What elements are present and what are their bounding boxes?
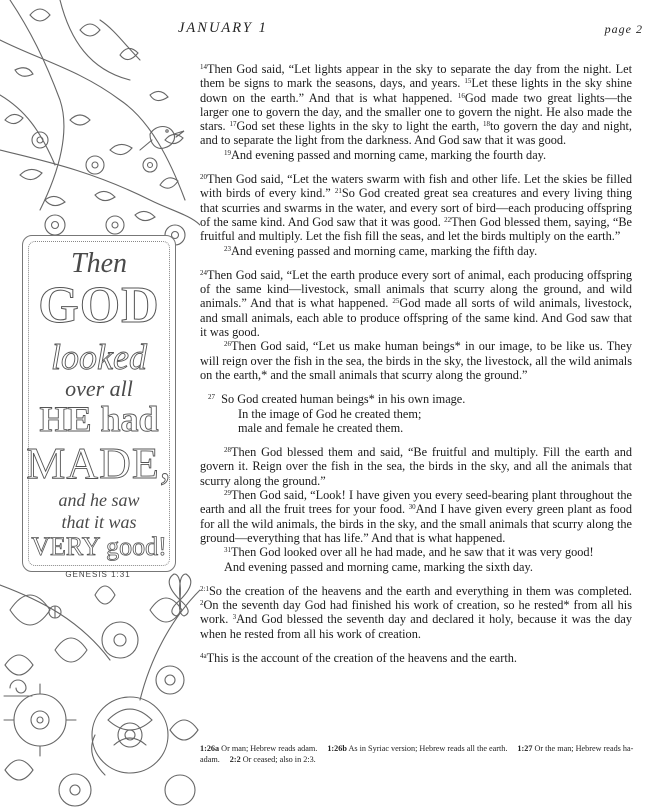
page-number: page 2	[604, 22, 643, 36]
verse-number: 18	[483, 120, 491, 129]
footnote-ref: 2:2	[229, 754, 241, 764]
verse-number: 16	[457, 91, 465, 100]
verse-text: And I have given every green plant as food for all the wild animals, the birds in the sky, and the small animals that scurry along the ground—everything that has life.” And that is what happened.	[200, 502, 632, 545]
verse-number: 22	[444, 215, 452, 224]
paragraph	[200, 62, 632, 148]
verse-text: Then God said, “Let lights appear in the sky to separate the day from the night. Let them be signs to mark the seasons, days, and years.	[200, 62, 632, 91]
verse-number: 2	[200, 599, 204, 608]
leaf-icon	[0, 585, 200, 780]
verse-text: Then God blessed them, saying, “Be fruitful and multiply. Let the fish fill the seas, and let the birds multiply on the earth.”	[200, 214, 632, 244]
verse-number: 19	[224, 148, 231, 157]
verse-number: 4a	[200, 651, 207, 660]
footnotes	[200, 744, 640, 765]
verse-number: 26	[224, 340, 231, 349]
verse-number: 24	[200, 268, 207, 277]
verse-number: 27	[208, 393, 215, 402]
verse-number: 25	[392, 297, 400, 306]
verse-text: Let these lights in the sky shine down on the earth.” And that is what happened.	[200, 76, 632, 105]
footnote-text: As in Syriac version; Hebrew reads all the earth.	[346, 744, 508, 753]
footnote-ref: 1:26a	[200, 744, 220, 753]
verse-text: Then God said, “Let the earth produce every sort of animal, each producing offspring of the same kind—livestock, small animals that scurry along the ground, and wild animals.” And that is what happened.	[200, 267, 632, 311]
verse-card	[22, 235, 176, 572]
verse-text: And evening passed and morning came, marking the fourth day.	[231, 147, 547, 162]
paragraph	[200, 545, 632, 559]
verse-text: And God blessed the seventh day and declared it holy, because it was the day when he rested from all his work of creation.	[200, 612, 632, 641]
coloring-illustration	[0, 0, 200, 807]
card-word-then: Then	[71, 248, 127, 279]
verse-text: God made two great lights—the larger one to govern the day, and the smaller one to govern the night. He also made the stars.	[200, 90, 633, 134]
bird-icon	[140, 127, 184, 151]
passage-part-2	[200, 445, 632, 665]
footnote-text: Or ceased; also in 2:3.	[240, 754, 316, 764]
leaf-icon	[5, 9, 183, 221]
verse-number: 30	[408, 503, 416, 512]
card-word-made: MADE,	[26, 439, 172, 488]
verse-text: Then God said, “Let us make human beings* in our image, to be like us. They will reign over the fish in the sea, the birds in the sky, the livestock, all the wild animals on the earth,* and the small animals that scurry along the ground.”	[200, 339, 632, 382]
verse-text: Then God said, “Let the waters swarm with fish and other life. Let the skies be filled with birds of every kind.”	[200, 172, 632, 201]
card-word-looked: looked	[51, 337, 147, 377]
verse-text: On the seventh day God had finished his work of creation, so he rested* from all his work.	[200, 598, 632, 627]
verse-number: 31	[224, 546, 231, 555]
card-word-over-all: over all	[65, 376, 133, 401]
card-word-very-good: VERY good!	[31, 532, 167, 561]
footnote	[200, 744, 317, 753]
verse-number: 20	[200, 173, 207, 182]
poem-line: male and female he created them.	[238, 420, 404, 435]
card-word-and-he-saw: and he saw	[58, 490, 140, 510]
paragraph	[200, 651, 632, 665]
verse-number: 21	[334, 187, 342, 196]
card-word-god: GOD	[38, 277, 160, 334]
footnote	[230, 755, 316, 764]
verse-number: 2:1	[200, 584, 209, 593]
paragraph	[200, 339, 632, 382]
flower-icon	[4, 622, 195, 806]
ladybug-icon	[49, 606, 61, 618]
paragraph	[200, 268, 632, 339]
branch-icon	[0, 0, 200, 225]
footnote-ref: 1:26b	[327, 744, 347, 753]
footnote-text: Or man; Hebrew reads adam.	[219, 744, 318, 753]
verse-number: 23	[224, 244, 231, 253]
paragraph	[200, 244, 632, 258]
paragraph	[200, 148, 632, 162]
verse-text: This is the account of the creation of the heavens and the earth.	[206, 650, 517, 665]
footnote	[327, 744, 507, 753]
paragraph	[200, 445, 632, 488]
verse-number: 14	[200, 63, 207, 71]
card-word-that-it-was: that it was	[61, 512, 137, 532]
poem-line: In the image of God he created them;	[238, 406, 422, 421]
verse-number: 3	[232, 613, 237, 622]
card-word-he-had: HE had	[39, 399, 159, 439]
verse-text: Then God said, “Look! I have given you every seed-bearing plant throughout the earth and all the fruit trees for your food.	[200, 488, 632, 517]
verse-card-reference: GENESIS 1:31	[65, 570, 131, 579]
verse-number: 15	[464, 77, 472, 86]
footnote-text: Or the man; Hebrew reads ha-adam.	[200, 744, 634, 764]
scripture-text	[200, 62, 632, 665]
verse-text: Then God blessed them and said, “Be fruitful and multiply. Fill the earth and govern it. Reign over the fish in the sea, the birds in the sky, and all the animals that scurry along the ground.”	[200, 445, 632, 488]
butterfly-icon	[169, 574, 191, 616]
verse-text: So the creation of the heavens and the earth and everything in them was completed.	[208, 583, 632, 598]
footnote-ref: 1:27	[517, 744, 533, 753]
verse-text: And evening passed and morning came, marking the sixth day.	[224, 559, 533, 574]
paragraph	[200, 488, 632, 545]
verse-number: 28	[224, 446, 231, 455]
poem-line: $^{27}$ So God created human beings* in his own image.	[208, 392, 466, 407]
verse-text: God made all sorts of wild animals, livestock, and small animals, each able to produce offspring of the same kind. And God saw that it was good.	[200, 296, 632, 340]
verse-number: 29	[224, 489, 231, 498]
verse-text: And evening passed and morning came, marking the fifth day.	[231, 243, 538, 258]
poem-block	[200, 392, 632, 435]
running-head: JANUARY 1	[178, 20, 268, 36]
verse-number: 17	[229, 120, 237, 129]
paragraph	[200, 172, 632, 243]
paragraph	[200, 584, 632, 641]
rose-icon	[92, 697, 168, 775]
passage-part-1	[200, 62, 632, 382]
verse-text: Then God looked over all he had made, and he saw that it was very good!	[231, 545, 594, 560]
verse-text: So God created great sea creatures and every living thing that scurries and swarms in the water, and every sort of bird—each producing offspring of the same kind. And God saw that it was good.	[200, 186, 632, 229]
paragraph	[200, 560, 632, 574]
snail-icon	[4, 680, 32, 696]
verse-text: to govern the day and night, and to separate the light from the darkness. And God saw that it was good.	[200, 119, 632, 148]
verse-text: God set these lights in the sky to light the earth,	[236, 119, 484, 134]
